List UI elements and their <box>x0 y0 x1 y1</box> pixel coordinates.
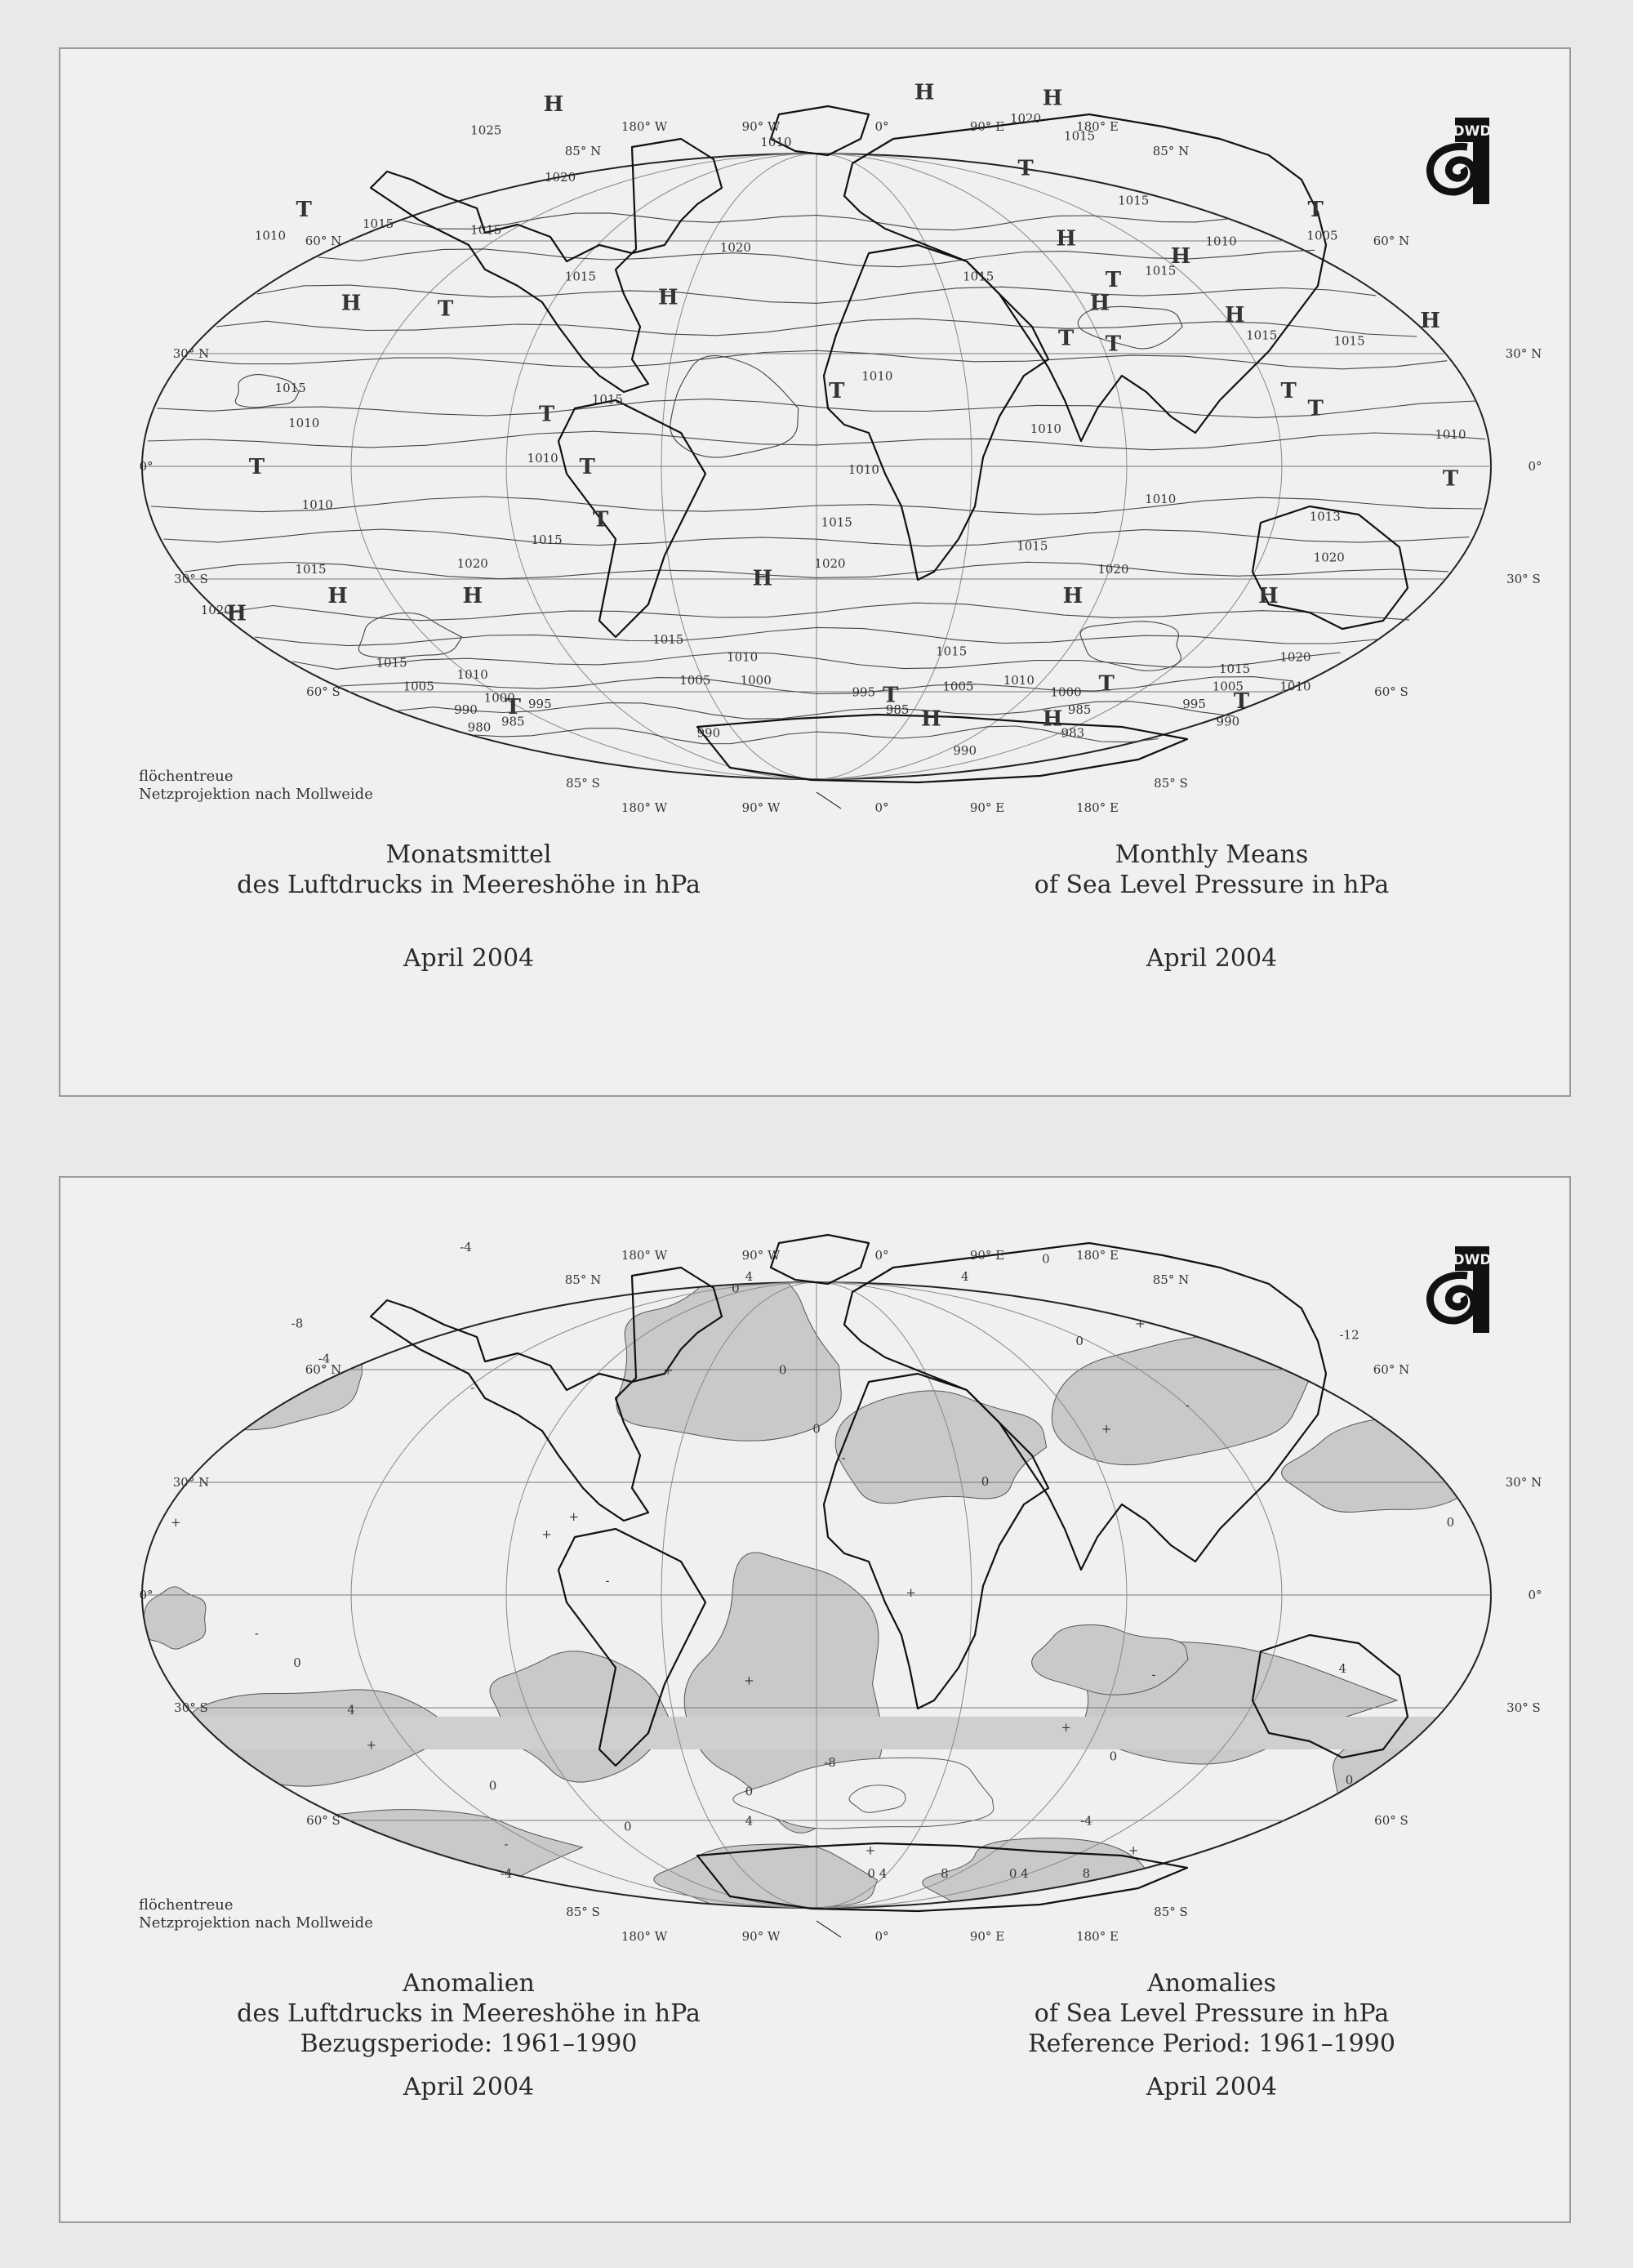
anomaly-label: 0 <box>623 1819 632 1834</box>
anomaly-label: 0 <box>732 1281 740 1296</box>
isobar-label: 1020 <box>814 555 846 571</box>
isobar-label: 1020 <box>1313 550 1345 565</box>
caption-english <box>877 1968 1546 2059</box>
longitude-label-top: 180° E <box>1076 119 1119 134</box>
anomaly-label: 8 <box>1082 1866 1091 1881</box>
low-pressure-marker: T <box>579 455 595 480</box>
latitude-label-right: 30° S <box>1506 572 1541 586</box>
isobar-label: 1005 <box>942 679 974 694</box>
isobar-closed <box>1080 622 1181 671</box>
isobar-label: 1015 <box>274 380 306 395</box>
anomaly-label: 4 <box>960 1269 969 1284</box>
isobar-label: 1020 <box>1009 111 1042 127</box>
isobar-label: 985 <box>1067 702 1092 717</box>
low-pressure-marker: T <box>883 683 899 708</box>
latitude-label-right: 60° N <box>1373 1362 1410 1377</box>
high-pressure-marker: H <box>914 80 935 105</box>
anomaly-label: 0 4 <box>867 1866 888 1881</box>
longitude-label-bottom: 0° <box>874 800 889 815</box>
isobar-label: 1010 <box>288 415 320 430</box>
latitude-label-left: 0° <box>139 1588 154 1602</box>
isobar-label: 1000 <box>740 673 772 688</box>
anomaly-label: -8 <box>291 1316 304 1331</box>
isobar-label: 1020 <box>719 239 751 255</box>
coastline <box>771 1235 869 1284</box>
longitude-label-top: 180° W <box>621 119 668 134</box>
low-pressure-marker: T <box>438 296 454 322</box>
anomaly-label: 0 4 <box>1008 1866 1029 1881</box>
anomaly-label: 0 <box>1075 1333 1083 1348</box>
pole-label-south-west: 85° S <box>566 1905 600 1919</box>
longitude-label-bottom: 180° E <box>1076 800 1119 815</box>
isobar-label: 1010 <box>456 667 488 682</box>
isobar-label: 1010 <box>1435 427 1466 443</box>
caption-english-title: Anomalies <box>1147 1969 1276 1998</box>
anomaly-label: 4 <box>745 1813 754 1829</box>
isobar-label: 983 <box>1061 725 1085 741</box>
longitude-label-bottom: 0° <box>874 1929 889 1944</box>
isobar-label: 1010 <box>301 497 333 513</box>
low-pressure-marker: T <box>505 695 521 720</box>
caption-german-reference: Bezugsperiode: 1961–1990 <box>300 2030 638 2058</box>
isobar-label: 1015 <box>1064 128 1096 144</box>
anomaly-label: 0 <box>778 1362 787 1378</box>
high-pressure-marker: H <box>1089 291 1110 316</box>
latitude-label-right: 30° S <box>1506 1700 1541 1715</box>
date-german: April 2004 <box>403 944 535 973</box>
isobar-label: 1020 <box>1097 562 1129 577</box>
isobar-label: 985 <box>885 702 910 717</box>
low-pressure-marker: T <box>1280 379 1297 403</box>
longitude-label-bottom: 90° E <box>969 800 1005 815</box>
anomaly-label: + <box>568 1508 579 1524</box>
caption-german-title: Monatsmittel <box>385 840 552 869</box>
isobar-label: 1015 <box>1017 538 1048 554</box>
latitude-label-right: 60° N <box>1373 234 1410 248</box>
high-pressure-marker: H <box>1062 583 1083 608</box>
isobar-label: 1010 <box>1279 679 1311 694</box>
high-pressure-marker: H <box>543 91 564 117</box>
anomaly-label: 4 <box>347 1702 355 1718</box>
low-pressure-marker: T <box>1105 332 1122 357</box>
isobar-label: 990 <box>696 725 721 741</box>
anomaly-region <box>616 1262 841 1441</box>
longitude-label-top: 180° E <box>1076 1248 1119 1263</box>
low-pressure-marker: T <box>1057 326 1075 351</box>
isobar-label: 1015 <box>363 216 394 232</box>
projection-note-line-1: flöchentreue <box>139 1896 234 1914</box>
anomaly-label: - <box>1185 1397 1190 1413</box>
isobar-label: 995 <box>852 684 876 700</box>
coastline <box>844 114 1326 441</box>
latitude-label-left: 60° N <box>305 1362 342 1377</box>
caption-english-subtitle: of Sea Level Pressure in hPa <box>1034 871 1390 899</box>
isobar-label: 1010 <box>1003 673 1035 688</box>
high-pressure-marker: H <box>1056 226 1076 252</box>
coastline <box>1253 506 1408 629</box>
longitude-label-top: 90° W <box>741 1248 781 1263</box>
high-pressure-marker: H <box>340 291 362 316</box>
anomaly-region <box>1282 1418 1466 1513</box>
latitude-label-right: 60° S <box>1374 684 1408 699</box>
anomaly-label: -4 <box>318 1351 331 1366</box>
isobar-label: 1015 <box>963 269 994 284</box>
low-pressure-marker: T <box>538 402 555 427</box>
anomaly-label: + <box>1135 1316 1146 1331</box>
caption-german <box>109 1968 828 2059</box>
high-pressure-marker: H <box>657 285 679 310</box>
isobar-label: 980 <box>467 720 492 735</box>
isobar-label: 995 <box>1182 696 1206 711</box>
anomaly-label: 0 <box>1446 1515 1455 1530</box>
isobar-label: 1015 <box>591 392 624 408</box>
anomaly-label: + <box>662 1362 674 1378</box>
longitude-label-bottom: 180° E <box>1076 1929 1119 1944</box>
projection-note <box>139 1896 373 1932</box>
isobar-label: 1010 <box>1205 234 1237 249</box>
svg-text:DWD: DWD <box>1453 1252 1492 1268</box>
isobar-label: 1005 <box>403 679 434 694</box>
anomaly-region <box>227 1810 582 1889</box>
projection-note-line-2: Netzprojektion nach Mollweide <box>139 1914 373 1932</box>
latitude-label-left: 60° S <box>306 684 340 699</box>
isobar-label: 1010 <box>1030 421 1061 436</box>
isobar-label: 1020 <box>545 169 576 185</box>
low-pressure-marker: T <box>593 507 609 532</box>
longitude-label-top: 90° E <box>969 119 1005 134</box>
isobar-label: 1015 <box>295 562 327 577</box>
low-pressure-marker: T <box>1017 156 1034 181</box>
isobar-label: 1000 <box>1050 684 1082 700</box>
caption-english <box>877 840 1546 900</box>
isobar-label: 1010 <box>254 228 287 243</box>
longitude-label-top: 90° E <box>969 1248 1005 1263</box>
caption-english-subtitle: of Sea Level Pressure in hPa <box>1034 1999 1390 2028</box>
low-pressure-marker: T <box>1307 396 1324 421</box>
anomaly-label: 0 <box>1042 1251 1050 1267</box>
anomaly-region <box>490 1651 669 1782</box>
anomaly-label: + <box>171 1515 181 1530</box>
anomaly-label: + <box>366 1737 377 1753</box>
dwd-logo <box>1422 116 1496 209</box>
caption-german-subtitle: des Luftdrucks in Meereshöhe in hPa <box>237 871 701 899</box>
panel-mean-pressure <box>59 47 1571 1097</box>
anomaly-label: -4 <box>1080 1813 1092 1829</box>
isobar-label: 1015 <box>1333 333 1365 349</box>
longitude-label-bottom: 90° W <box>741 1929 781 1944</box>
svg-text:DWD: DWD <box>1453 123 1492 140</box>
pole-label-south-east: 85° S <box>1154 776 1188 791</box>
latitude-label-right: 60° S <box>1374 1813 1408 1828</box>
anomaly-label: + <box>541 1526 552 1542</box>
isobar-label: 1010 <box>848 462 879 478</box>
anomaly-label: + <box>1061 1719 1071 1735</box>
anomaly-label: + <box>865 1842 876 1858</box>
longitude-label-top: 180° W <box>621 1248 668 1263</box>
low-pressure-marker: T <box>829 379 845 403</box>
anomaly-label: 0 <box>812 1421 821 1437</box>
caption-english-reference: Reference Period: 1961–1990 <box>1028 2030 1395 2058</box>
high-pressure-marker: H <box>327 583 348 608</box>
high-pressure-marker: H <box>921 706 941 732</box>
isobar-label: 1015 <box>1246 328 1278 343</box>
anomaly-label: 0 <box>745 1784 754 1799</box>
map-mean-pressure <box>60 49 1573 1098</box>
isobar-label: 1015 <box>652 632 684 647</box>
anomaly-label: 4 <box>745 1269 754 1284</box>
anomaly-label: + <box>1101 1421 1112 1437</box>
dwd-logo-mark <box>1422 1245 1496 1335</box>
pole-label-north-east: 85° N <box>1152 144 1190 158</box>
isobar-label: 990 <box>454 702 478 717</box>
latitude-label-right: 0° <box>1528 1588 1542 1602</box>
high-pressure-marker: H <box>462 583 483 608</box>
high-pressure-marker: H <box>752 566 773 591</box>
anomaly-label: -12 <box>1339 1327 1359 1343</box>
isobar-label: 990 <box>1216 714 1240 729</box>
low-pressure-marker: T <box>1233 688 1250 714</box>
projection-note-line-1: flöchentreue <box>139 768 234 785</box>
caption-english-title: Monthly Means <box>1115 840 1309 869</box>
isobar-label: 990 <box>953 743 977 759</box>
pole-label-north-west: 85° N <box>564 1272 602 1287</box>
isobar-label: 1020 <box>1279 649 1311 665</box>
latitude-label-left: 0° <box>139 459 154 474</box>
high-pressure-marker: H <box>1170 244 1191 270</box>
latitude-label-right: 30° N <box>1505 1475 1542 1490</box>
isobar-label: 1010 <box>527 450 558 466</box>
isobar-label: 1010 <box>760 134 792 149</box>
anomaly-label: + <box>1128 1842 1139 1858</box>
low-pressure-marker: T <box>248 455 265 480</box>
anomaly-label: + <box>905 1585 916 1600</box>
longitude-label-top: 0° <box>874 119 889 134</box>
latitude-label-left: 30° S <box>174 572 208 586</box>
coastline <box>697 715 1187 782</box>
date-german: April 2004 <box>403 2073 535 2101</box>
anomaly-label: -8 <box>824 1754 836 1770</box>
caption-german-title: Anomalien <box>403 1969 535 1998</box>
isobar-label: 1015 <box>936 644 968 659</box>
panel-pressure-anomalies <box>59 1176 1571 2223</box>
anomaly-label: - <box>504 1837 509 1852</box>
isobar-label: 1015 <box>531 532 563 548</box>
low-pressure-marker: T <box>296 197 312 222</box>
pole-label-south-east: 85° S <box>1154 1905 1188 1919</box>
caption-german-subtitle: des Luftdrucks in Meereshöhe in hPa <box>237 1999 701 2028</box>
anomaly-label: 8 <box>941 1866 949 1881</box>
isobar-label: 1000 <box>483 690 515 706</box>
high-pressure-marker: H <box>1258 583 1279 608</box>
isobar-label: 1005 <box>679 673 711 688</box>
longitude-label-bottom: 90° W <box>741 800 781 815</box>
longitude-label-top: 0° <box>874 1248 889 1263</box>
isobar-label: 1015 <box>1118 193 1150 208</box>
latitude-label-left: 60° N <box>305 234 342 248</box>
low-pressure-marker: T <box>1442 466 1459 492</box>
anomaly-label: + <box>744 1673 754 1688</box>
anomaly-region <box>1052 1335 1312 1465</box>
isobar-label: 995 <box>528 696 552 711</box>
anomaly-label: 4 <box>1338 1661 1347 1677</box>
anomaly-label: - <box>605 1573 610 1588</box>
isobar-label: 1025 <box>470 123 502 138</box>
caption-german <box>109 840 828 900</box>
latitude-label-left: 60° S <box>306 1813 340 1828</box>
anomaly-label: -4 <box>500 1866 513 1881</box>
isobar-label: 1015 <box>821 515 852 530</box>
longitude-label-bottom: 90° E <box>969 1929 1005 1944</box>
isobar-label: 1020 <box>200 603 232 618</box>
isobar-label: 1015 <box>1145 263 1177 278</box>
isobar-label: 1010 <box>861 368 893 384</box>
coastline <box>824 245 1048 580</box>
anomaly-label: 0 <box>488 1778 497 1793</box>
projection-note <box>139 768 373 804</box>
low-pressure-marker: T <box>1307 197 1324 222</box>
date-english: April 2004 <box>1146 2073 1278 2101</box>
latitude-label-left: 30° S <box>174 1700 208 1715</box>
anomaly-label: - <box>254 1626 259 1642</box>
isobar-label: 1020 <box>456 555 488 571</box>
isobar-label: 1005 <box>1306 228 1338 243</box>
isobar-label: 1010 <box>727 649 759 665</box>
isobar-label: 1015 <box>564 269 596 284</box>
anomaly-label: - <box>1151 1667 1156 1682</box>
isobar-label: 985 <box>501 714 525 729</box>
isobar-label: 1013 <box>1309 509 1341 524</box>
anomaly-label: 0 <box>1345 1772 1354 1788</box>
isobar-label: 1010 <box>1145 492 1177 506</box>
longitude-label-bottom: 180° W <box>621 1929 668 1944</box>
longitude-label-bottom: 180° W <box>621 800 668 815</box>
latitude-label-right: 30° N <box>1505 346 1542 361</box>
anomaly-label: - <box>470 1380 475 1396</box>
high-pressure-marker: H <box>1420 309 1440 333</box>
anomaly-label: 0 <box>981 1473 990 1489</box>
projection-note-line-2: Netzprojektion nach Mollweide <box>139 786 373 803</box>
coastline <box>558 400 705 637</box>
latitude-label-left: 30° N <box>172 1475 210 1490</box>
low-pressure-marker: T <box>1098 671 1115 697</box>
high-pressure-marker: H <box>226 601 247 626</box>
longitude-label-top: 90° W <box>741 119 781 134</box>
high-pressure-marker: H <box>1042 86 1063 111</box>
isobar-label: 1015 <box>376 655 407 671</box>
high-pressure-marker: H <box>1224 302 1245 328</box>
anomaly-label: 0 <box>293 1655 301 1670</box>
low-pressure-marker: T <box>1105 267 1122 292</box>
anomaly-label: 0 <box>1109 1749 1118 1764</box>
pole-label-north-east: 85° N <box>1152 1272 1190 1287</box>
dwd-logo <box>1422 1245 1496 1338</box>
pole-label-north-west: 85° N <box>564 144 602 158</box>
latitude-label-right: 0° <box>1528 459 1542 474</box>
dwd-logo-mark <box>1422 116 1496 206</box>
pole-label-south-west: 85° S <box>566 776 600 791</box>
anomaly-label: -4 <box>460 1240 472 1255</box>
anomaly-label: - <box>841 1450 846 1466</box>
anomaly-region <box>923 1838 1150 1919</box>
date-english: April 2004 <box>1146 944 1278 973</box>
isobar-label: 1005 <box>1212 679 1244 694</box>
map-pressure-anomalies <box>60 1178 1573 2225</box>
isobar-label: 1015 <box>470 222 502 238</box>
high-pressure-marker: H <box>1042 706 1063 732</box>
latitude-label-left: 30° N <box>172 346 210 361</box>
isobar-label: 1015 <box>1219 661 1251 676</box>
